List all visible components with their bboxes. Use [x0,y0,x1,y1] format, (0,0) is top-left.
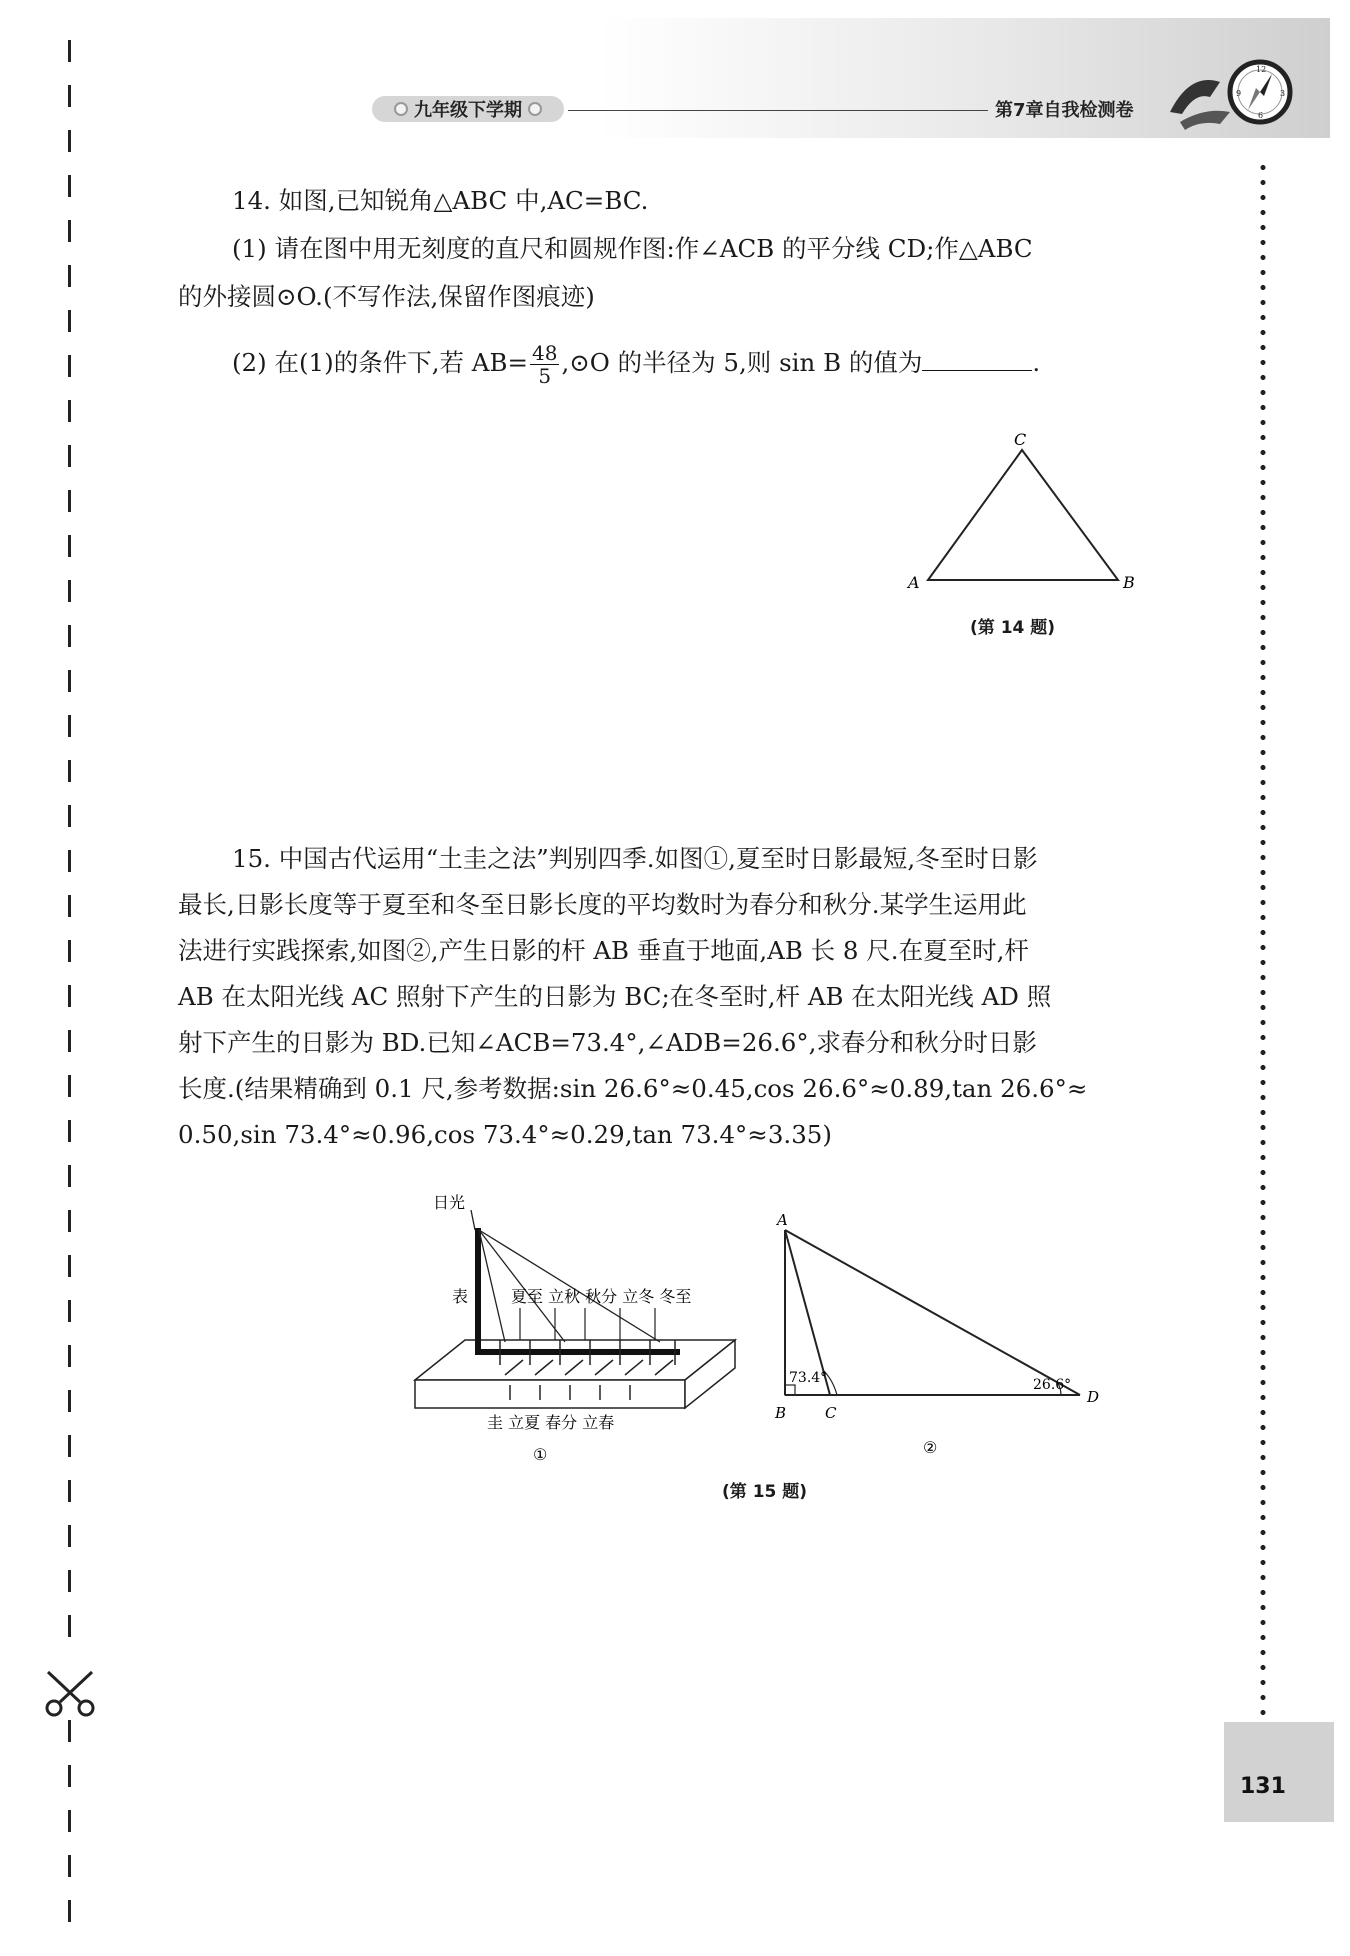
q15-caption: (第 15 题) [722,1482,808,1502]
q15-line4: AB 在太阳光线 AC 照射下产生的日影为 BC;在冬至时,杆 AB 在太阳光线 AD 照 [178,982,1052,1011]
pole-label: 表 [452,1287,469,1306]
angle-d-label: 26.6° [1033,1377,1072,1393]
page-number-tab [1224,1722,1334,1822]
q15-figure1-gnomon [405,1190,745,1470]
label-C: C [825,1404,837,1422]
label-A: A [908,573,920,592]
label-A: A [777,1211,788,1229]
bottom-season-labels: 圭 立夏 春分 立春 [487,1413,615,1432]
sunlight-label: 日光 [433,1193,466,1212]
svg-text:9: 9 [1236,89,1242,98]
q15-line3: 法进行实践探索,如图②,产生日影的杆 AB 垂直于地面,AB 长 8 尺.在夏至时,杆 [178,936,1029,965]
svg-text:6: 6 [1258,111,1264,120]
q14-line4-mid: ,⊙O 的半径为 5,则 sin B 的值为 [561,348,923,377]
fraction-numerator: 48 [532,341,558,365]
scissors-icon [40,1668,100,1718]
q14-line4-start: (2) 在(1)的条件下,若 AB= [232,348,528,377]
q14-line3: 的外接圆⊙O.(不写作法,保留作图痕迹) [178,282,595,311]
q15-line2: 最长,日影长度等于夏至和冬至日影长度的平均数时为春分和秋分.某学生运用此 [178,890,1027,919]
q15-figure2-triangle [765,1210,1145,1460]
fraction-denominator: 5 [538,364,552,388]
q14-line2: (1) 请在图中用无刻度的直尺和圆规作图:作∠ACB 的平分线 CD;作△ABC [232,234,1033,263]
grade-pill [372,96,564,122]
q14-line1: 14. 如图,已知锐角△ABC 中,AC=BC. [232,186,649,215]
grade-label: 九年级下学期 [414,100,522,121]
q14-triangle-figure [890,425,1150,605]
label-B: B [1123,573,1135,592]
page-number: 131 [1240,1774,1286,1799]
answer-blank[interactable] [922,348,1032,371]
figure1-number: ① [533,1445,548,1464]
header-rule [568,110,988,111]
svg-text:3: 3 [1280,89,1286,98]
compass-runner-logo [1160,52,1300,142]
pill-right-dot [528,102,542,116]
angle-c-label: 73.4° [789,1370,828,1386]
q15-line7: 0.50,sin 73.4°≈0.96,cos 73.4°≈0.29,tan 73.4°≈3.35) [178,1120,832,1149]
cut-line [66,40,72,1930]
fraction [530,342,559,387]
dotted-margin-line [1259,160,1267,1720]
q15-line1: 15. 中国古代运用“土圭之法”判别四季.如图①,夏至时日影最短,冬至时日影 [232,844,1038,873]
q15-line5: 射下产生的日影为 BD.已知∠ACB=73.4°,∠ADB=26.6°,求春分和秋分时日影 [178,1028,1037,1057]
chapter-label: 第7章自我检测卷 [995,100,1134,121]
label-C: C [1014,430,1027,449]
label-B: B [775,1404,787,1422]
q14-line4 [232,340,1040,387]
q14-caption: (第 14 题) [970,618,1056,638]
q15-line6: 长度.(结果精确到 0.1 尺,参考数据:sin 26.6°≈0.45,cos 26.6°≈0.89,tan 26.6°≈ [178,1074,1088,1103]
top-season-labels: 夏至 立秋 秋分 立冬 冬至 [511,1287,692,1306]
svg-text:12: 12 [1256,65,1267,74]
figure2-number: ② [923,1438,938,1457]
q14-line4-end: . [1032,348,1041,377]
label-D: D [1087,1388,1100,1406]
pill-left-dot [394,102,408,116]
